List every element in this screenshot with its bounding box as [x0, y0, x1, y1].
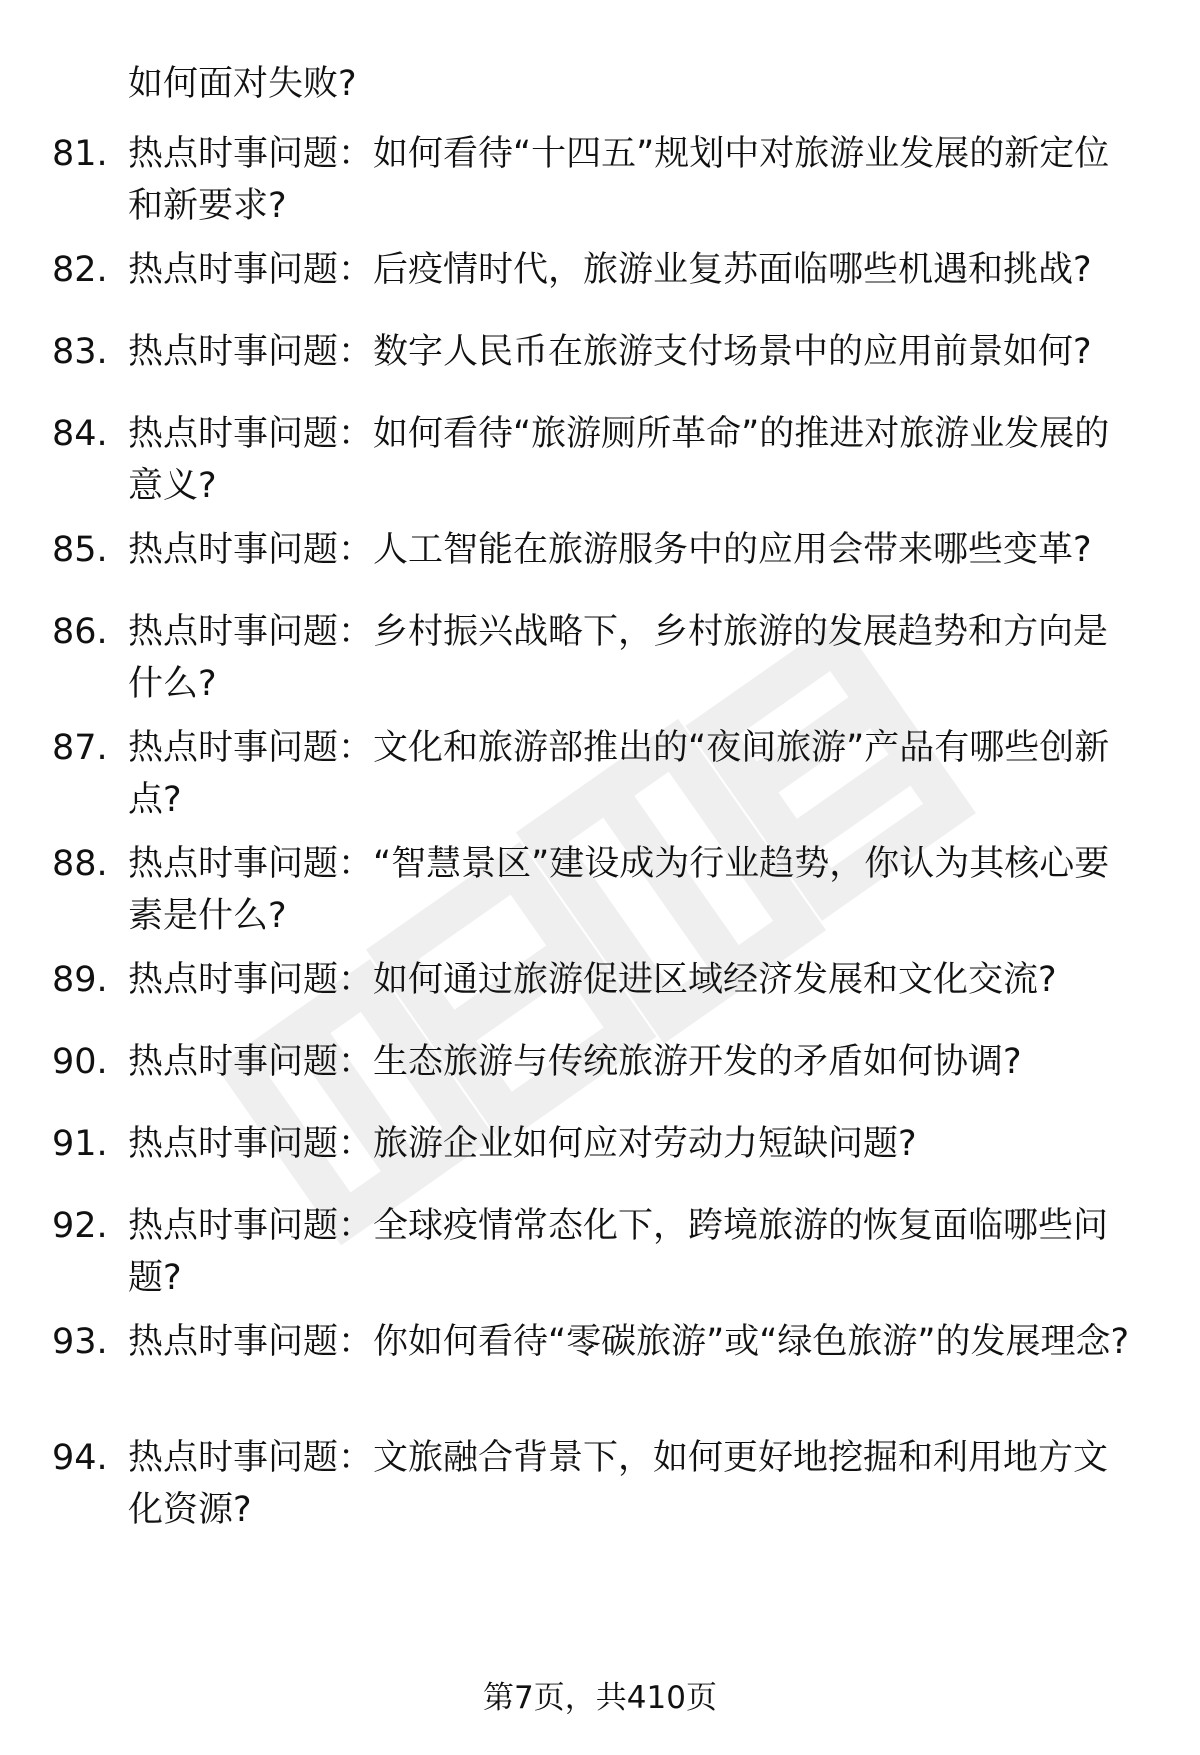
item-number: 83.	[52, 332, 108, 372]
item-number: 94.	[52, 1438, 108, 1478]
item-number: 85.	[52, 530, 108, 570]
page-footer: 第7页，共410页	[483, 1680, 717, 1716]
item-number: 86.	[52, 612, 108, 652]
continuation-line: 如何面对失败?	[128, 64, 357, 104]
item-text: 热点时事问题：人工智能在旅游服务中的应用会带来哪些变革?	[128, 530, 1092, 570]
item-number: 84.	[52, 414, 108, 454]
item-number: 91.	[52, 1124, 108, 1164]
item-text: 热点时事问题：后疫情时代，旅游业复苏面临哪些机遇和挑战?	[128, 250, 1092, 290]
item-text: 热点时事问题：生态旅游与传统旅游开发的矛盾如何协调?	[128, 1042, 1022, 1082]
item-number: 87.	[52, 728, 108, 768]
item-text: 热点时事问题：你如何看待“零碳旅游”或“绿色旅游”的发展理念?	[128, 1322, 1130, 1362]
item-number: 90.	[52, 1042, 108, 1082]
item-number: 92.	[52, 1206, 108, 1246]
item-text: 热点时事问题：全球疫情常态化下，跨境旅游的恢复面临哪些问题?	[128, 1206, 1109, 1298]
item-text: 热点时事问题：“智慧景区”建设成为行业趋势，你认为其核心要素是什么?	[128, 844, 1110, 936]
item-text: 热点时事问题：旅游企业如何应对劳动力短缺问题?	[128, 1124, 917, 1164]
item-number: 81.	[52, 134, 108, 174]
item-number: 82.	[52, 250, 108, 290]
item-text: 热点时事问题：文化和旅游部推出的“夜间旅游”产品有哪些创新点?	[128, 728, 1110, 820]
item-number: 93.	[52, 1322, 108, 1362]
item-number: 88.	[52, 844, 108, 884]
item-text: 热点时事问题：数字人民币在旅游支付场景中的应用前景如何?	[128, 332, 1092, 372]
item-number: 89.	[52, 960, 108, 1000]
item-text: 热点时事问题：如何通过旅游促进区域经济发展和文化交流?	[128, 960, 1057, 1000]
item-text: 热点时事问题：如何看待“旅游厕所革命”的推进对旅游业发展的意义?	[128, 414, 1110, 506]
item-text: 热点时事问题：文旅融合背景下，如何更好地挖掘和利用地方文化资源?	[128, 1438, 1109, 1530]
item-text: 热点时事问题：如何看待“十四五”规划中对旅游业发展的新定位和新要求?	[128, 134, 1110, 226]
item-text: 热点时事问题：乡村振兴战略下，乡村旅游的发展趋势和方向是什么?	[128, 612, 1109, 704]
